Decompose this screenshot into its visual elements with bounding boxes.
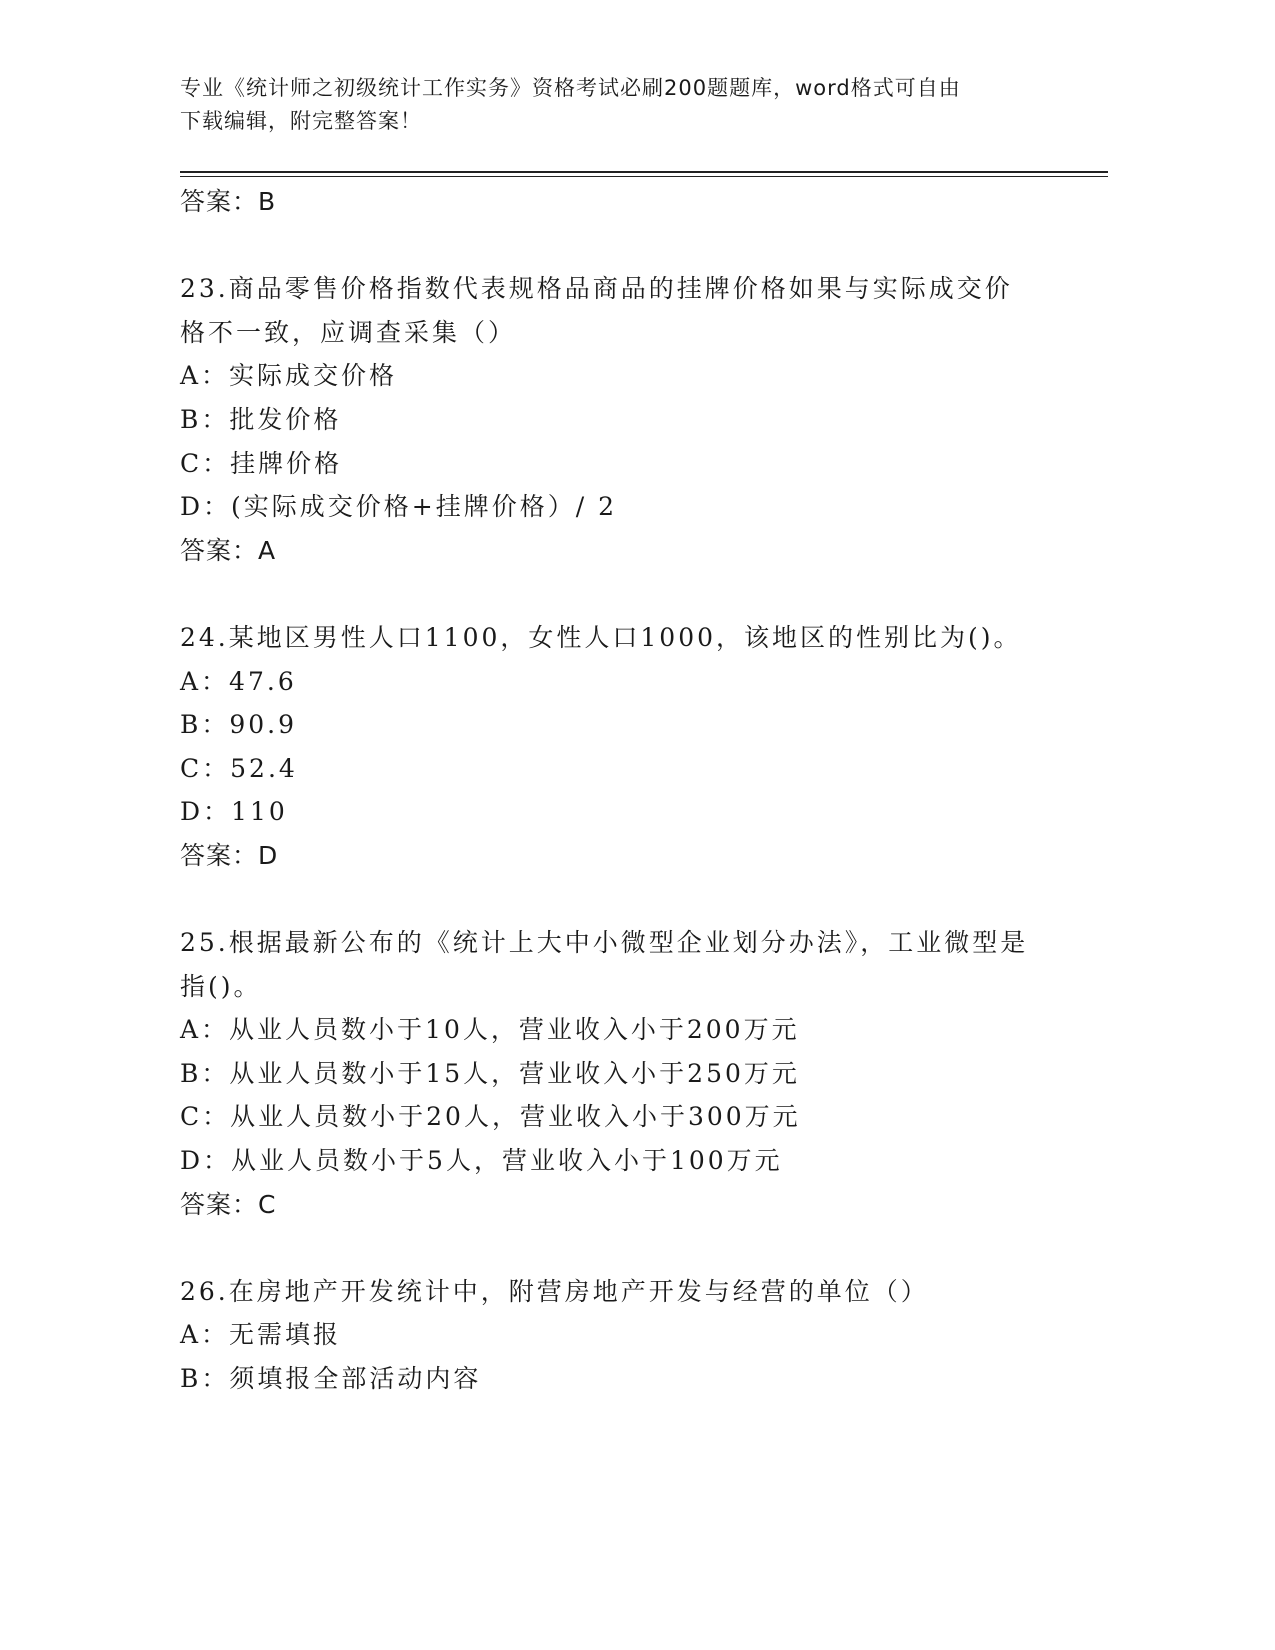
option-c: C：从业人员数小于20人，营业收入小于300万元	[180, 1102, 801, 1132]
header-divider-thick	[180, 171, 1108, 173]
option-a: A：从业人员数小于10人，营业收入小于200万元	[180, 1015, 800, 1045]
question-list	[180, 180, 1040, 1401]
option-b: B：须填报全部活动内容	[180, 1364, 482, 1394]
answer-line: 答案：B	[180, 187, 277, 216]
question-item	[180, 616, 1040, 878]
answer-line: 答案：A	[180, 535, 277, 565]
option-b: B：批发价格	[180, 404, 342, 434]
header-divider-thin	[180, 176, 1108, 177]
option-a: A：47.6	[180, 666, 297, 696]
answer-line: 答案：D	[180, 840, 279, 870]
document-header	[180, 72, 1030, 138]
option-c: C：挂牌价格	[180, 448, 343, 478]
question-item	[180, 1270, 1040, 1401]
question-text: 23.商品零售价格指数代表规格品商品的挂牌价格如果与实际成交价格不一致，应调查采集（）	[180, 274, 1013, 347]
question-text: 25.根据最新公布的《统计上大中小微型企业划分办法》，工业微型是指()。	[180, 928, 1029, 1001]
option-a: A：无需填报	[180, 1320, 342, 1350]
question-text: 26.在房地产开发统计中，附营房地产开发与经营的单位（）	[180, 1276, 929, 1306]
answer-line: 答案：C	[180, 1189, 277, 1219]
option-d: D：110	[180, 797, 288, 827]
question-text: 24.某地区男性人口1100，女性人口1000，该地区的性别比为()。	[180, 622, 1022, 652]
question-item	[180, 921, 1040, 1226]
header-line-2: 下载编辑，附完整答案！	[180, 109, 422, 133]
option-b: B：90.9	[180, 710, 298, 740]
header-line-1: 专业《统计师之初级统计工作实务》资格考试必刷200题题库，word格式可自由	[180, 76, 961, 100]
question-item	[180, 267, 1040, 572]
option-c: C：52.4	[180, 753, 298, 783]
option-d: D：从业人员数小于5人，营业收入小于100万元	[180, 1146, 783, 1176]
option-b: B：从业人员数小于15人，营业收入小于250万元	[180, 1058, 800, 1088]
option-d: D：(实际成交价格+挂牌价格）/ 2	[180, 492, 618, 522]
option-a: A：实际成交价格	[180, 361, 398, 391]
